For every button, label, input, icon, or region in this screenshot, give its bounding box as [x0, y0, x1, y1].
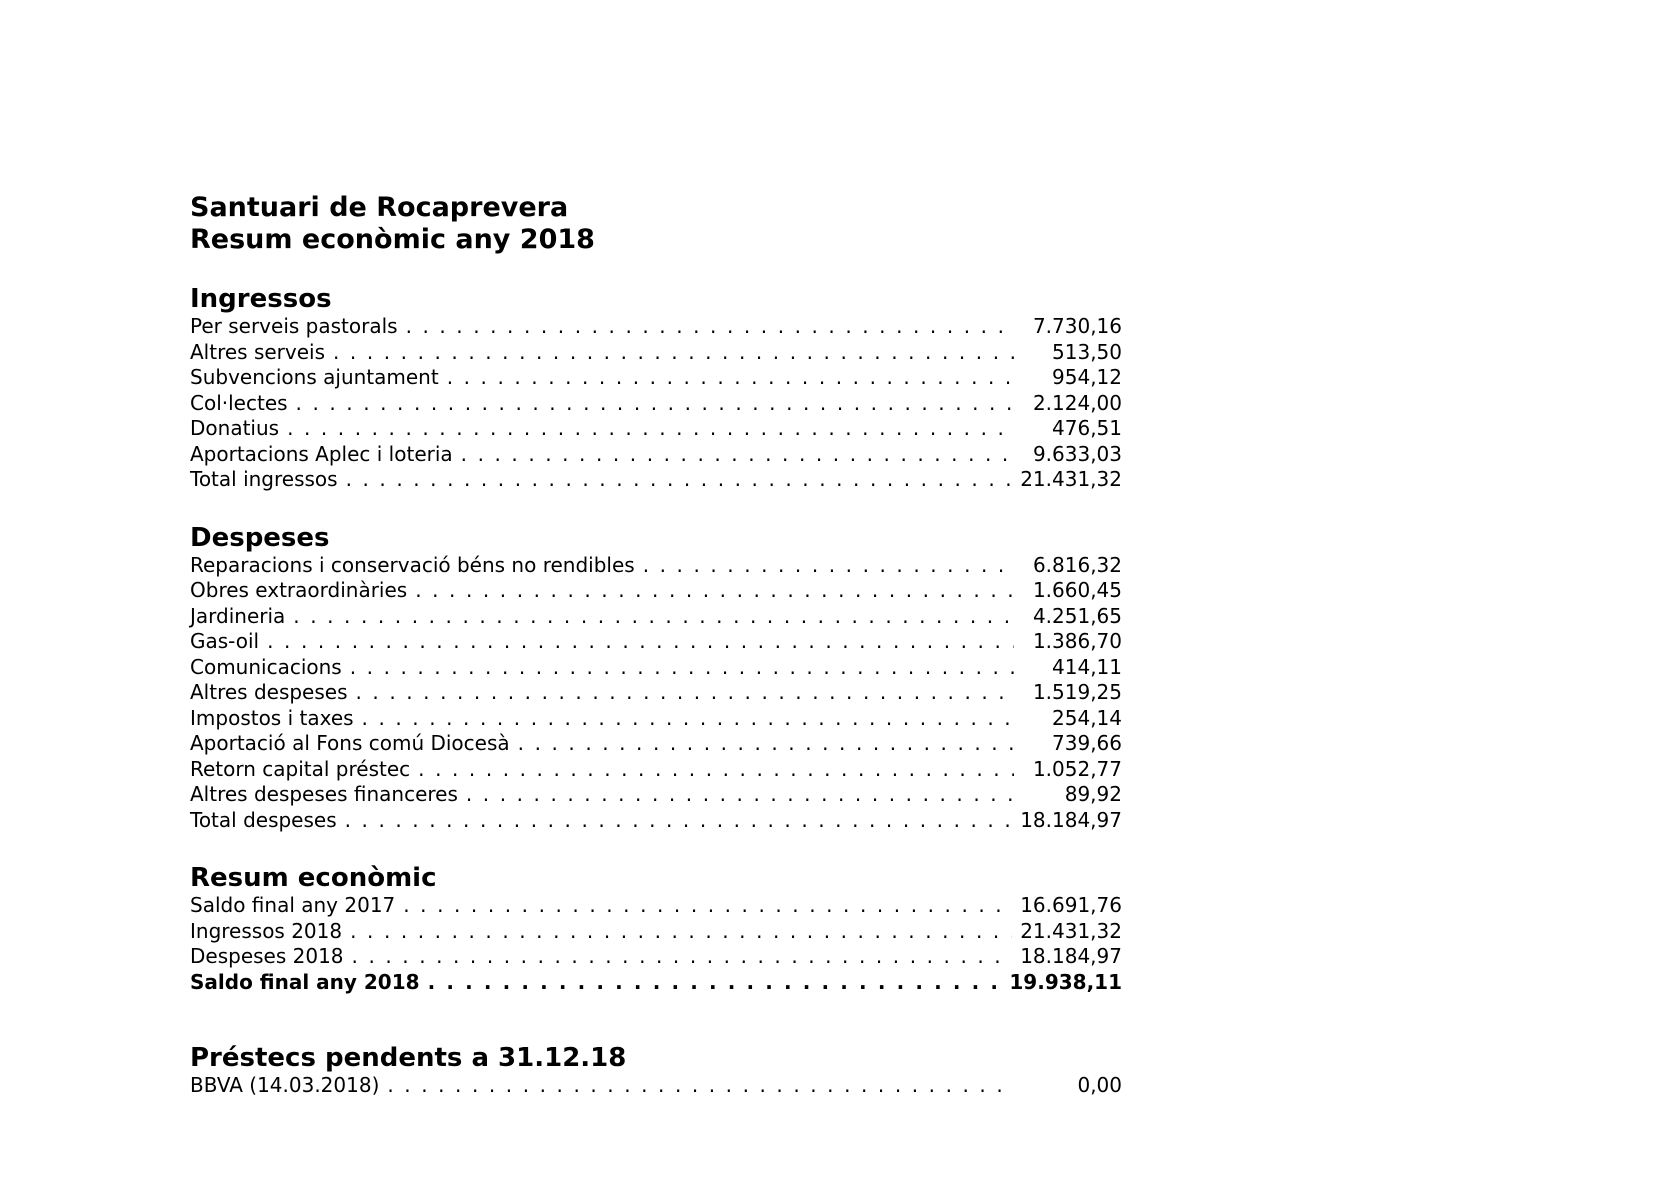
row-value: 254,14	[1052, 705, 1122, 730]
row-value: 1.519,25	[1032, 680, 1122, 704]
row-label: Ingressos 2018	[190, 918, 343, 943]
table-row	[190, 578, 1122, 604]
row-label: Saldo final any 2017	[190, 893, 396, 917]
table-row	[190, 442, 1122, 468]
dot-leader	[643, 553, 1014, 579]
row-value: 16.691,76	[1020, 893, 1122, 917]
dot-leader	[296, 391, 1014, 417]
row-label: Total despeses	[190, 807, 337, 832]
row-label: Saldo final any 2018	[190, 969, 420, 994]
row-label: Altres despeses	[190, 680, 348, 704]
dot-leader	[466, 782, 1014, 808]
dot-leader	[352, 944, 1013, 970]
document-title-line2: Resum econòmic any 2018	[190, 224, 595, 255]
row-label: Subvencions ajuntament	[190, 365, 439, 389]
table-row	[190, 893, 1122, 919]
table-row	[190, 340, 1122, 366]
dot-leader	[403, 893, 1012, 919]
row-value: 21.431,32	[1020, 918, 1122, 943]
row-label: Aportacions Aplec i loteria	[190, 441, 453, 466]
dot-leader	[406, 314, 1014, 340]
section-ingressos	[190, 284, 1122, 493]
dot-leader	[287, 416, 1014, 442]
row-value: 18.184,97	[1020, 807, 1122, 832]
resum-rows	[190, 893, 1122, 970]
row-value: 7.730,16	[1032, 314, 1122, 338]
dot-leader	[345, 808, 1013, 834]
ingressos-rows	[190, 314, 1122, 493]
row-value: 4.251,65	[1032, 603, 1122, 628]
row-label: Impostos i taxes	[190, 705, 354, 730]
dot-leader	[293, 604, 1014, 630]
prestecs-rows	[190, 1073, 1122, 1099]
row-label: Gas-oil	[190, 629, 260, 653]
row-value: 18.184,97	[1020, 944, 1122, 968]
section-heading: Resum econòmic	[190, 863, 437, 893]
row-label: Per serveis pastorals	[190, 314, 398, 338]
table-row	[190, 365, 1122, 391]
row-value: 6.816,32	[1032, 552, 1122, 577]
row-label: Total ingressos	[190, 467, 338, 491]
dot-leader	[415, 578, 1014, 604]
row-value: 513,50	[1052, 339, 1122, 364]
row-label: Col·lectes	[190, 390, 288, 415]
dot-leader	[346, 467, 1013, 493]
dot-leader	[518, 731, 1014, 757]
row-label: Despeses 2018	[190, 944, 344, 968]
row-value: 476,51	[1052, 416, 1122, 440]
row-label: Aportació al Fons comú Diocesà	[190, 731, 510, 755]
row-value: 1.660,45	[1032, 578, 1122, 602]
dot-leader	[356, 680, 1014, 706]
table-row	[190, 706, 1122, 732]
dot-leader	[350, 919, 1012, 945]
table-row	[190, 757, 1122, 783]
table-row	[190, 655, 1122, 681]
dot-leader	[267, 629, 1014, 655]
row-value: 9.633,03	[1032, 441, 1122, 466]
table-row	[190, 680, 1122, 706]
row-label: BBVA (14.03.2018)	[190, 1073, 380, 1097]
row-label: Retorn capital préstec	[190, 756, 411, 781]
table-row	[190, 731, 1122, 757]
table-row	[190, 782, 1122, 808]
table-row	[190, 314, 1122, 340]
row-value: 739,66	[1052, 731, 1122, 755]
dot-leader	[362, 706, 1014, 732]
table-row	[190, 944, 1122, 970]
section-heading: Préstecs pendents a 31.12.18	[190, 1043, 627, 1073]
section-resum	[190, 863, 1122, 995]
dot-leader	[447, 365, 1014, 391]
row-value: 21.431,32	[1020, 467, 1122, 491]
table-row	[190, 416, 1122, 442]
table-row	[190, 919, 1122, 945]
row-value: 2.124,00	[1032, 390, 1122, 415]
row-label: Altres despeses financeres	[190, 782, 458, 806]
despeses-rows	[190, 553, 1122, 834]
table-row	[190, 808, 1122, 834]
final-balance-row	[190, 970, 1122, 996]
table-row	[190, 1073, 1122, 1099]
row-label: Altres serveis	[190, 339, 326, 364]
row-label: Obres extraordinàries	[190, 578, 408, 602]
row-label: Donatius	[190, 416, 280, 440]
table-row	[190, 604, 1122, 630]
row-label: Reparacions i conservació béns no rendibles	[190, 552, 635, 577]
dot-leader	[428, 970, 1002, 996]
dot-leader	[350, 655, 1014, 681]
section-heading: Despeses	[190, 522, 330, 553]
dot-leader	[418, 757, 1014, 783]
row-value: 0,00	[1077, 1073, 1122, 1097]
table-row	[190, 553, 1122, 579]
section-despeses	[190, 523, 1122, 834]
table-row	[190, 467, 1122, 493]
dot-leader	[333, 340, 1014, 366]
row-value: 1.386,70	[1032, 629, 1122, 653]
row-value: 89,92	[1064, 782, 1122, 806]
section-prestecs	[190, 1043, 1122, 1099]
document-title-line1: Santuari de Rocaprevera	[190, 192, 569, 223]
document-page	[190, 192, 1122, 1099]
row-value: 954,12	[1052, 365, 1122, 389]
section-heading: Ingressos	[190, 284, 332, 314]
dot-leader	[387, 1073, 1014, 1099]
row-value: 19.938,11	[1009, 969, 1122, 994]
table-row	[190, 629, 1122, 655]
row-value: 414,11	[1052, 654, 1122, 679]
row-value: 1.052,77	[1032, 756, 1122, 781]
row-label: Jardineria	[190, 603, 286, 628]
dot-leader	[461, 442, 1014, 468]
row-label: Comunicacions	[190, 654, 342, 679]
table-row	[190, 391, 1122, 417]
